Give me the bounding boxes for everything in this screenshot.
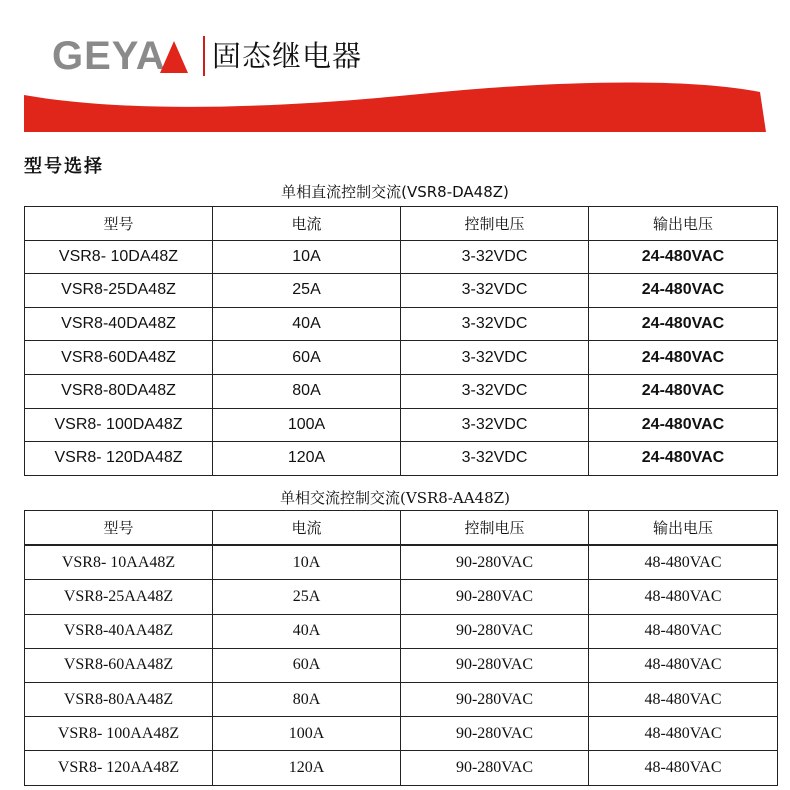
cell-current: 80A — [213, 682, 401, 716]
cell-output-voltage: 48-480VAC — [589, 648, 778, 682]
logo-wordmark: GEYA — [52, 34, 166, 78]
cell-control-voltage: 3-32VDC — [401, 408, 589, 442]
cell-control-voltage: 3-32VDC — [401, 374, 589, 408]
cell-output-voltage: 48-480VAC — [589, 545, 778, 580]
cell-model: VSR8-25DA48Z — [25, 274, 213, 308]
table-row — [25, 614, 778, 648]
header-output-voltage: 输出电压 — [589, 207, 778, 241]
cell-current: 60A — [213, 648, 401, 682]
cell-control-voltage: 90-280VAC — [401, 614, 589, 648]
cell-output-voltage: 24-480VAC — [589, 442, 778, 476]
cell-output-voltage: 24-480VAC — [589, 374, 778, 408]
cell-control-voltage: 3-32VDC — [401, 307, 589, 341]
cell-output-voltage: 48-480VAC — [589, 751, 778, 785]
table-row — [25, 374, 778, 408]
table-caption-ac: 单相交流控制交流(VSR8-AA48Z) — [280, 489, 510, 507]
cell-output-voltage: 24-480VAC — [589, 307, 778, 341]
geya-logo — [52, 36, 188, 76]
table-row — [25, 240, 778, 274]
product-title: 固态继电器 — [212, 39, 363, 73]
cell-output-voltage: 48-480VAC — [589, 717, 778, 751]
cell-current: 25A — [213, 274, 401, 308]
table-header-row — [25, 511, 778, 546]
cell-control-voltage: 90-280VAC — [401, 751, 589, 785]
table-row — [25, 648, 778, 682]
header-output-voltage: 输出电压 — [589, 511, 778, 546]
cell-model: VSR8-80DA48Z — [25, 374, 213, 408]
cell-current: 10A — [213, 240, 401, 274]
table-row — [25, 408, 778, 442]
header-current: 电流 — [213, 511, 401, 546]
table-row — [25, 751, 778, 785]
table-row — [25, 580, 778, 614]
table-row — [25, 545, 778, 580]
cell-output-voltage: 48-480VAC — [589, 614, 778, 648]
cell-model: VSR8- 10AA48Z — [25, 545, 213, 580]
cell-output-voltage: 24-480VAC — [589, 341, 778, 375]
table-row — [25, 274, 778, 308]
cell-output-voltage: 48-480VAC — [589, 682, 778, 716]
cell-output-voltage: 24-480VAC — [589, 240, 778, 274]
cell-model: VSR8-40DA48Z — [25, 307, 213, 341]
cell-model: VSR8-80AA48Z — [25, 682, 213, 716]
cell-model: VSR8-60DA48Z — [25, 341, 213, 375]
cell-current: 100A — [213, 717, 401, 751]
cell-control-voltage: 3-32VDC — [401, 240, 589, 274]
cell-output-voltage: 24-480VAC — [589, 408, 778, 442]
cell-current: 25A — [213, 580, 401, 614]
cell-current: 80A — [213, 374, 401, 408]
cell-model: VSR8- 10DA48Z — [25, 240, 213, 274]
cell-output-voltage: 48-480VAC — [589, 580, 778, 614]
cell-control-voltage: 90-280VAC — [401, 682, 589, 716]
header-model: 型号 — [25, 207, 213, 241]
table-body — [25, 545, 778, 785]
cell-model: VSR8- 120DA48Z — [25, 442, 213, 476]
cell-control-voltage: 90-280VAC — [401, 580, 589, 614]
cell-model: VSR8- 120AA48Z — [25, 751, 213, 785]
header-current: 电流 — [213, 207, 401, 241]
cell-model: VSR8- 100AA48Z — [25, 717, 213, 751]
logo-red-triangle-icon — [160, 41, 188, 73]
cell-current: 40A — [213, 614, 401, 648]
header-model: 型号 — [25, 511, 213, 546]
spec-table-ac — [24, 510, 778, 786]
table-header-row — [25, 207, 778, 241]
cell-current: 10A — [213, 545, 401, 580]
cell-control-voltage: 90-280VAC — [401, 648, 589, 682]
page-header — [0, 0, 790, 140]
cell-model: VSR8- 100DA48Z — [25, 408, 213, 442]
cell-output-voltage: 24-480VAC — [589, 274, 778, 308]
section-title: 型号选择 — [24, 156, 104, 177]
table-row — [25, 341, 778, 375]
table-row — [25, 307, 778, 341]
cell-model: VSR8-60AA48Z — [25, 648, 213, 682]
header-control-voltage: 控制电压 — [401, 511, 589, 546]
table-row — [25, 682, 778, 716]
cell-current: 120A — [213, 751, 401, 785]
cell-control-voltage: 3-32VDC — [401, 274, 589, 308]
logo-divider — [203, 36, 205, 76]
cell-current: 60A — [213, 341, 401, 375]
header-control-voltage: 控制电压 — [401, 207, 589, 241]
cell-control-voltage: 90-280VAC — [401, 717, 589, 751]
cell-current: 100A — [213, 408, 401, 442]
table-row — [25, 717, 778, 751]
cell-model: VSR8-25AA48Z — [25, 580, 213, 614]
cell-control-voltage: 90-280VAC — [401, 545, 589, 580]
cell-current: 120A — [213, 442, 401, 476]
table-row — [25, 442, 778, 476]
table-body — [25, 240, 778, 475]
cell-control-voltage: 3-32VDC — [401, 442, 589, 476]
cell-control-voltage: 3-32VDC — [401, 341, 589, 375]
spec-table-dc — [24, 206, 778, 476]
cell-current: 40A — [213, 307, 401, 341]
table-caption-dc: 单相直流控制交流(VSR8-DA48Z) — [281, 183, 509, 201]
cell-model: VSR8-40AA48Z — [25, 614, 213, 648]
